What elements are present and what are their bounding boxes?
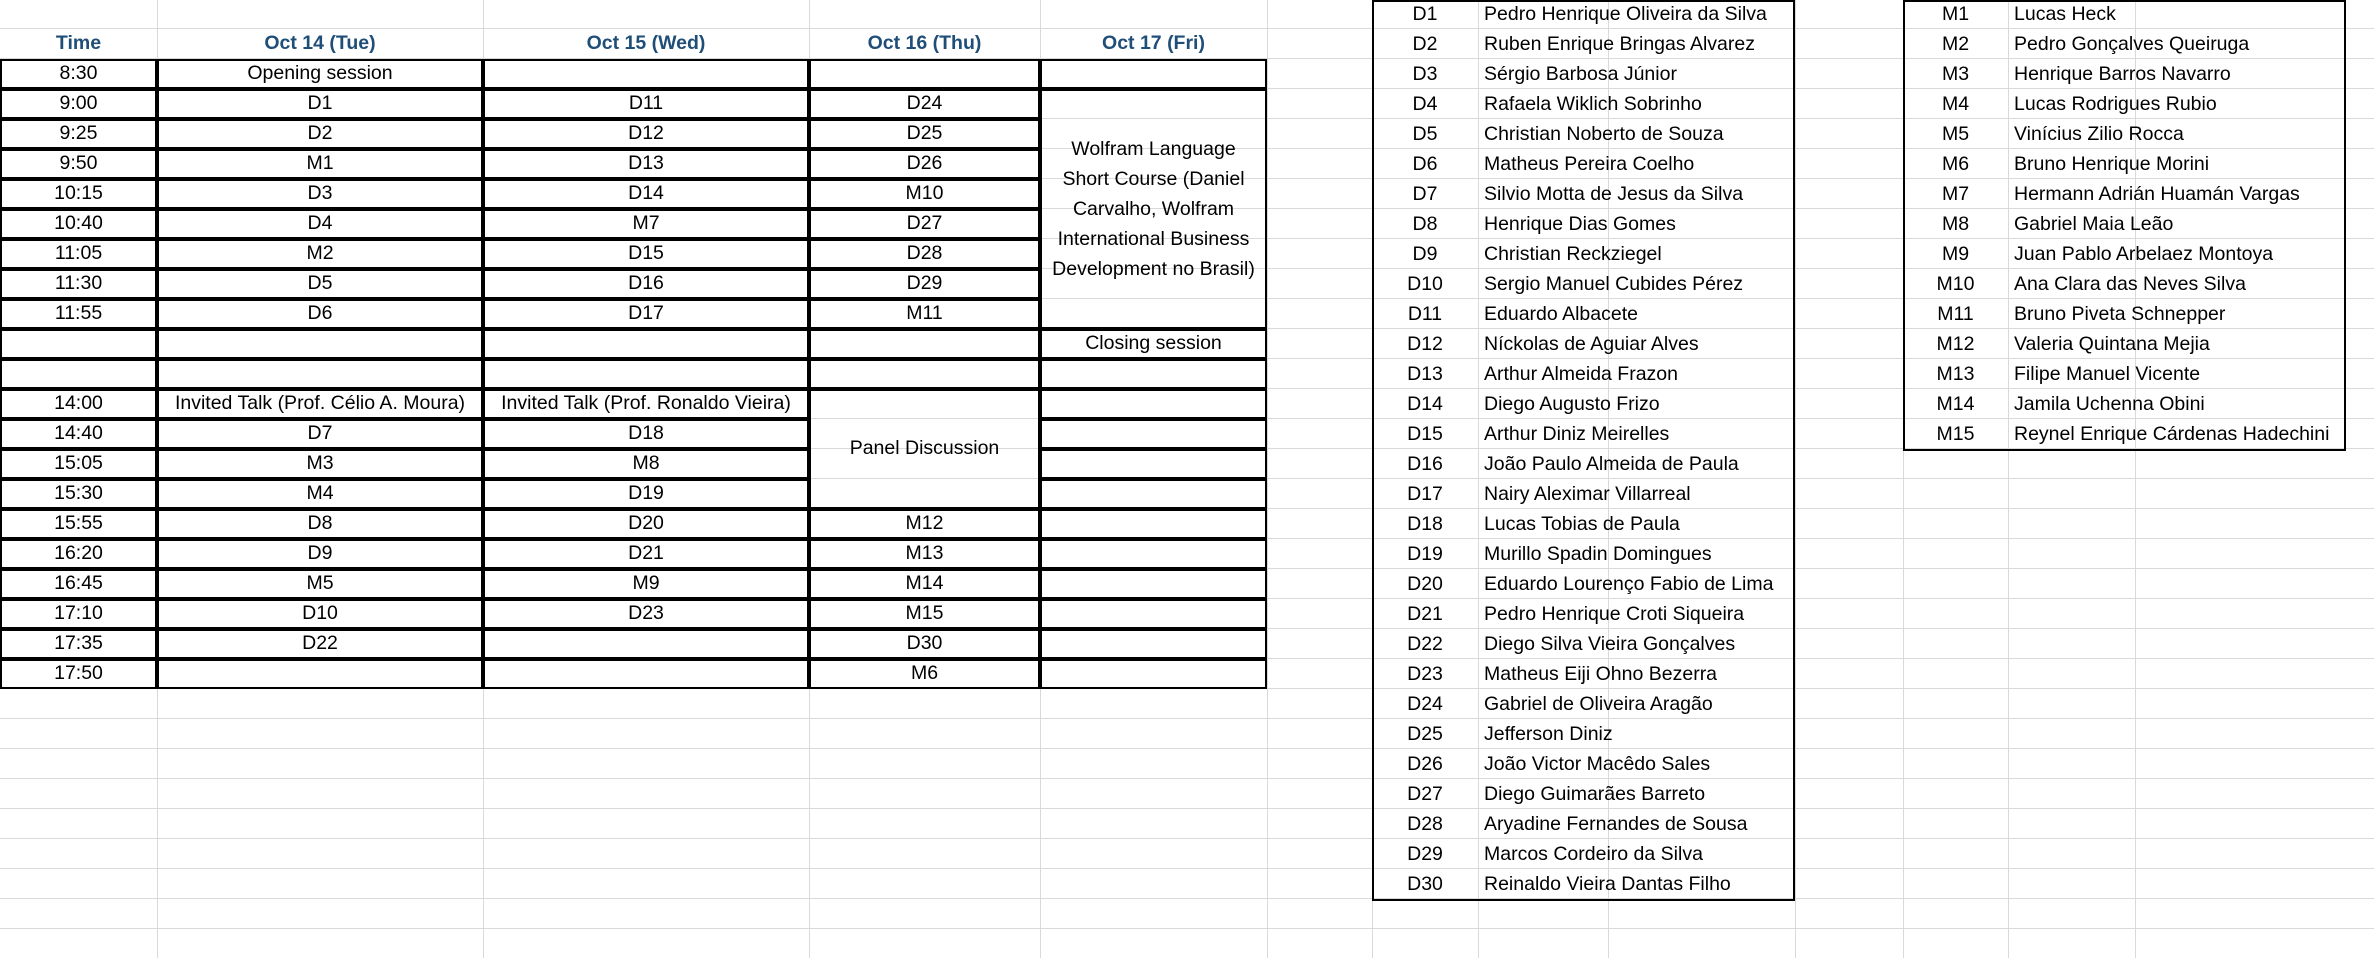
- session-cell[interactable]: [809, 59, 1040, 89]
- d-code-cell[interactable]: D9: [1412, 243, 1438, 266]
- d-name-cell[interactable]: Ruben Enrique Bringas Alvarez: [1484, 33, 1755, 56]
- session-cell[interactable]: Invited Talk (Prof. Célio A. Moura): [157, 389, 483, 419]
- d-name-cell[interactable]: Lucas Tobias de Paula: [1484, 513, 1680, 536]
- session-cell[interactable]: D16: [483, 269, 809, 299]
- m-code-cell[interactable]: M3: [1941, 63, 1970, 86]
- session-cell[interactable]: M11: [809, 299, 1040, 329]
- session-cell[interactable]: D22: [157, 629, 483, 659]
- d-name-cell[interactable]: Henrique Dias Gomes: [1484, 213, 1676, 236]
- session-cell[interactable]: D21: [483, 539, 809, 569]
- d-name-cell[interactable]: Marcos Cordeiro da Silva: [1484, 843, 1703, 866]
- d-code-cell[interactable]: D23: [1407, 663, 1443, 686]
- time-cell[interactable]: 16:45: [0, 569, 157, 599]
- d-name-cell[interactable]: Rafaela Wiklich Sobrinho: [1484, 93, 1702, 116]
- session-cell[interactable]: D2: [157, 119, 483, 149]
- d-name-cell[interactable]: Diego Augusto Frizo: [1484, 393, 1660, 416]
- session-cell[interactable]: M5: [157, 569, 483, 599]
- d-code-cell[interactable]: D21: [1407, 603, 1443, 626]
- session-cell[interactable]: M15: [809, 599, 1040, 629]
- time-cell[interactable]: 15:30: [0, 479, 157, 509]
- d-code-cell[interactable]: D28: [1407, 813, 1443, 836]
- d-name-cell[interactable]: Silvio Motta de Jesus da Silva: [1484, 183, 1744, 206]
- session-cell[interactable]: [1040, 599, 1267, 629]
- session-cell[interactable]: [1040, 389, 1267, 419]
- session-cell[interactable]: [1040, 569, 1267, 599]
- d-code-cell[interactable]: D11: [1407, 303, 1443, 326]
- time-cell[interactable]: 9:25: [0, 119, 157, 149]
- m-code-cell[interactable]: M7: [1941, 183, 1970, 206]
- session-cell[interactable]: D19: [483, 479, 809, 509]
- session-cell[interactable]: [809, 329, 1040, 359]
- d-code-cell[interactable]: D20: [1407, 573, 1443, 596]
- session-cell[interactable]: [483, 329, 809, 359]
- m-name-cell[interactable]: Bruno Piveta Schnepper: [2014, 303, 2226, 326]
- session-cell[interactable]: M9: [483, 569, 809, 599]
- session-cell[interactable]: [483, 659, 809, 689]
- session-cell[interactable]: D15: [483, 239, 809, 269]
- time-cell[interactable]: 17:35: [0, 629, 157, 659]
- session-cell[interactable]: M2: [157, 239, 483, 269]
- d-name-cell[interactable]: Eduardo Albacete: [1484, 303, 1638, 326]
- session-cell[interactable]: [1040, 509, 1267, 539]
- m-name-cell[interactable]: Ana Clara das Neves Silva: [2014, 273, 2246, 296]
- d-name-cell[interactable]: Diego Silva Vieira Gonçalves: [1484, 633, 1736, 656]
- session-cell[interactable]: [1040, 449, 1267, 479]
- session-cell[interactable]: [1040, 59, 1267, 89]
- session-cell[interactable]: [1040, 539, 1267, 569]
- session-cell[interactable]: [1040, 419, 1267, 449]
- m-code-cell[interactable]: M1: [1941, 3, 1970, 26]
- m-name-cell[interactable]: Henrique Barros Navarro: [2014, 63, 2231, 86]
- session-cell[interactable]: D27: [809, 209, 1040, 239]
- d-name-cell[interactable]: João Victor Macêdo Sales: [1484, 753, 1711, 776]
- d-code-cell[interactable]: D12: [1407, 333, 1443, 356]
- d-name-cell[interactable]: Jefferson Diniz: [1484, 723, 1613, 746]
- d-name-cell[interactable]: Sergio Manuel Cubides Pérez: [1484, 273, 1744, 296]
- d-code-cell[interactable]: D19: [1407, 543, 1443, 566]
- session-cell[interactable]: D20: [483, 509, 809, 539]
- session-cell[interactable]: M8: [483, 449, 809, 479]
- session-cell[interactable]: D12: [483, 119, 809, 149]
- d-code-cell[interactable]: D27: [1407, 783, 1443, 806]
- d-name-cell[interactable]: Matheus Pereira Coelho: [1484, 153, 1695, 176]
- time-cell[interactable]: 10:40: [0, 209, 157, 239]
- m-code-cell[interactable]: M5: [1941, 123, 1970, 146]
- d-code-cell[interactable]: D14: [1407, 393, 1443, 416]
- time-cell[interactable]: 11:55: [0, 299, 157, 329]
- session-cell[interactable]: D7: [157, 419, 483, 449]
- d-code-cell[interactable]: D26: [1407, 753, 1443, 776]
- m-code-cell[interactable]: M8: [1941, 213, 1970, 236]
- m-code-cell[interactable]: M11: [1937, 303, 1974, 326]
- m-code-cell[interactable]: M15: [1936, 423, 1975, 446]
- m-name-cell[interactable]: Bruno Henrique Morini: [2014, 153, 2210, 176]
- session-cell[interactable]: D13: [483, 149, 809, 179]
- d-code-cell[interactable]: D1: [1412, 3, 1438, 26]
- d-code-cell[interactable]: D10: [1407, 273, 1443, 296]
- d-code-cell[interactable]: D25: [1407, 723, 1443, 746]
- session-cell[interactable]: [483, 359, 809, 389]
- session-cell[interactable]: D14: [483, 179, 809, 209]
- d-code-cell[interactable]: D3: [1412, 63, 1438, 86]
- d-name-cell[interactable]: Murillo Spadin Domingues: [1484, 543, 1712, 566]
- session-cell[interactable]: [157, 359, 483, 389]
- d-name-cell[interactable]: Nairy Aleximar Villarreal: [1484, 483, 1691, 506]
- time-cell[interactable]: 9:00: [0, 89, 157, 119]
- schedule-header-1[interactable]: Oct 14 (Tue): [264, 32, 376, 55]
- d-code-cell[interactable]: D8: [1412, 213, 1438, 236]
- session-cell[interactable]: [1040, 479, 1267, 509]
- session-cell[interactable]: D5: [157, 269, 483, 299]
- session-cell[interactable]: M7: [483, 209, 809, 239]
- time-cell[interactable]: 17:10: [0, 599, 157, 629]
- m-code-cell[interactable]: M14: [1936, 393, 1975, 416]
- time-cell[interactable]: 8:30: [0, 59, 157, 89]
- session-cell[interactable]: M14: [809, 569, 1040, 599]
- d-name-cell[interactable]: Aryadine Fernandes de Sousa: [1484, 813, 1748, 836]
- session-cell[interactable]: M4: [157, 479, 483, 509]
- merged-cell-short-course[interactable]: Wolfram Language Short Course (Daniel Carvalho, Wolfram International Business Development no Brasil): [1040, 89, 1267, 329]
- session-cell[interactable]: D8: [157, 509, 483, 539]
- d-code-cell[interactable]: D7: [1412, 183, 1438, 206]
- time-cell[interactable]: 17:50: [0, 659, 157, 689]
- session-cell[interactable]: [157, 659, 483, 689]
- m-code-cell[interactable]: M12: [1936, 333, 1975, 356]
- session-cell[interactable]: M3: [157, 449, 483, 479]
- m-name-cell[interactable]: Jamila Uchenna Obini: [2014, 393, 2205, 416]
- m-name-cell[interactable]: Reynel Enrique Cárdenas Hadechini: [2014, 423, 2330, 446]
- session-cell[interactable]: M1: [157, 149, 483, 179]
- session-cell[interactable]: D23: [483, 599, 809, 629]
- session-cell[interactable]: [1040, 629, 1267, 659]
- session-cell[interactable]: D17: [483, 299, 809, 329]
- m-code-cell[interactable]: M13: [1936, 363, 1975, 386]
- time-cell[interactable]: 11:05: [0, 239, 157, 269]
- m-code-cell[interactable]: M6: [1941, 153, 1970, 176]
- m-code-cell[interactable]: M10: [1936, 273, 1975, 296]
- d-code-cell[interactable]: D22: [1407, 633, 1443, 656]
- session-cell[interactable]: [483, 629, 809, 659]
- d-code-cell[interactable]: D4: [1412, 93, 1438, 116]
- session-cell[interactable]: D26: [809, 149, 1040, 179]
- time-cell[interactable]: 10:15: [0, 179, 157, 209]
- session-cell[interactable]: [809, 359, 1040, 389]
- schedule-header-4[interactable]: Oct 17 (Fri): [1102, 32, 1205, 55]
- m-name-cell[interactable]: Lucas Heck: [2014, 3, 2116, 26]
- d-name-cell[interactable]: Matheus Eiji Ohno Bezerra: [1484, 663, 1718, 686]
- session-cell[interactable]: D3: [157, 179, 483, 209]
- time-cell[interactable]: 11:30: [0, 269, 157, 299]
- schedule-header-3[interactable]: Oct 16 (Thu): [867, 32, 982, 55]
- d-name-cell[interactable]: Arthur Diniz Meirelles: [1484, 423, 1670, 446]
- session-cell[interactable]: Opening session: [157, 59, 483, 89]
- session-cell[interactable]: D30: [809, 629, 1040, 659]
- session-cell[interactable]: M6: [809, 659, 1040, 689]
- session-cell[interactable]: Closing session: [1040, 329, 1267, 359]
- m-name-cell[interactable]: Hermann Adrián Huamán Vargas: [2014, 183, 2300, 206]
- d-name-cell[interactable]: Diego Guimarães Barreto: [1484, 783, 1706, 806]
- m-code-cell[interactable]: M9: [1941, 243, 1970, 266]
- session-cell[interactable]: D25: [809, 119, 1040, 149]
- session-cell[interactable]: [1040, 659, 1267, 689]
- schedule-header-0[interactable]: Time: [55, 32, 102, 55]
- d-code-cell[interactable]: D29: [1407, 843, 1443, 866]
- d-code-cell[interactable]: D18: [1407, 513, 1443, 536]
- m-name-cell[interactable]: Pedro Gonçalves Queiruga: [2014, 33, 2250, 56]
- time-cell[interactable]: 9:50: [0, 149, 157, 179]
- time-cell[interactable]: 16:20: [0, 539, 157, 569]
- session-cell[interactable]: D9: [157, 539, 483, 569]
- session-cell[interactable]: D11: [483, 89, 809, 119]
- d-name-cell[interactable]: Eduardo Lourenço Fabio de Lima: [1484, 573, 1774, 596]
- d-name-cell[interactable]: João Paulo Almeida de Paula: [1484, 453, 1739, 476]
- session-cell[interactable]: [483, 59, 809, 89]
- d-name-cell[interactable]: Christian Reckziegel: [1484, 243, 1662, 266]
- d-code-cell[interactable]: D24: [1407, 693, 1443, 716]
- time-cell[interactable]: 15:55: [0, 509, 157, 539]
- time-cell[interactable]: 14:40: [0, 419, 157, 449]
- d-code-cell[interactable]: D17: [1407, 483, 1443, 506]
- session-cell[interactable]: D29: [809, 269, 1040, 299]
- session-cell[interactable]: D4: [157, 209, 483, 239]
- time-cell[interactable]: [0, 359, 157, 389]
- d-code-cell[interactable]: D16: [1407, 453, 1443, 476]
- d-name-cell[interactable]: Níckolas de Aguiar Alves: [1484, 333, 1699, 356]
- d-name-cell[interactable]: Christian Noberto de Souza: [1484, 123, 1724, 146]
- d-name-cell[interactable]: Arthur Almeida Frazon: [1484, 363, 1679, 386]
- session-cell[interactable]: D24: [809, 89, 1040, 119]
- d-name-cell[interactable]: Sérgio Barbosa Júnior: [1484, 63, 1677, 86]
- d-name-cell[interactable]: Gabriel de Oliveira Aragão: [1484, 693, 1713, 716]
- session-cell[interactable]: M10: [809, 179, 1040, 209]
- d-name-cell[interactable]: Reinaldo Vieira Dantas Filho: [1484, 873, 1731, 896]
- d-code-cell[interactable]: D5: [1412, 123, 1438, 146]
- d-name-cell[interactable]: Pedro Henrique Croti Siqueira: [1484, 603, 1745, 626]
- d-code-cell[interactable]: D15: [1407, 423, 1443, 446]
- m-name-cell[interactable]: Vinícius Zilio Rocca: [2014, 123, 2184, 146]
- time-cell[interactable]: [0, 329, 157, 359]
- schedule-header-2[interactable]: Oct 15 (Wed): [586, 32, 706, 55]
- m-name-cell[interactable]: Lucas Rodrigues Rubio: [2014, 93, 2217, 116]
- session-cell[interactable]: [1040, 359, 1267, 389]
- session-cell[interactable]: M13: [809, 539, 1040, 569]
- session-cell[interactable]: [157, 329, 483, 359]
- m-name-cell[interactable]: Gabriel Maia Leão: [2014, 213, 2174, 236]
- session-cell[interactable]: D28: [809, 239, 1040, 269]
- m-name-cell[interactable]: Juan Pablo Arbelaez Montoya: [2014, 243, 2274, 266]
- d-name-cell[interactable]: Pedro Henrique Oliveira da Silva: [1484, 3, 1767, 26]
- merged-cell-panel-discussion[interactable]: Panel Discussion: [809, 389, 1040, 509]
- d-code-cell[interactable]: D30: [1407, 873, 1443, 896]
- m-name-cell[interactable]: Filipe Manuel Vicente: [2014, 363, 2201, 386]
- time-cell[interactable]: 15:05: [0, 449, 157, 479]
- d-code-cell[interactable]: D13: [1407, 363, 1443, 386]
- m-code-cell[interactable]: M4: [1941, 93, 1970, 116]
- session-cell[interactable]: Invited Talk (Prof. Ronaldo Vieira): [483, 389, 809, 419]
- m-code-cell[interactable]: M2: [1941, 33, 1970, 56]
- d-code-cell[interactable]: D6: [1412, 153, 1438, 176]
- session-cell[interactable]: M12: [809, 509, 1040, 539]
- session-cell[interactable]: D10: [157, 599, 483, 629]
- session-cell[interactable]: D6: [157, 299, 483, 329]
- d-code-cell[interactable]: D2: [1412, 33, 1438, 56]
- time-cell[interactable]: 14:00: [0, 389, 157, 419]
- session-cell[interactable]: D18: [483, 419, 809, 449]
- session-cell[interactable]: D1: [157, 89, 483, 119]
- m-name-cell[interactable]: Valeria Quintana Mejia: [2014, 333, 2210, 356]
